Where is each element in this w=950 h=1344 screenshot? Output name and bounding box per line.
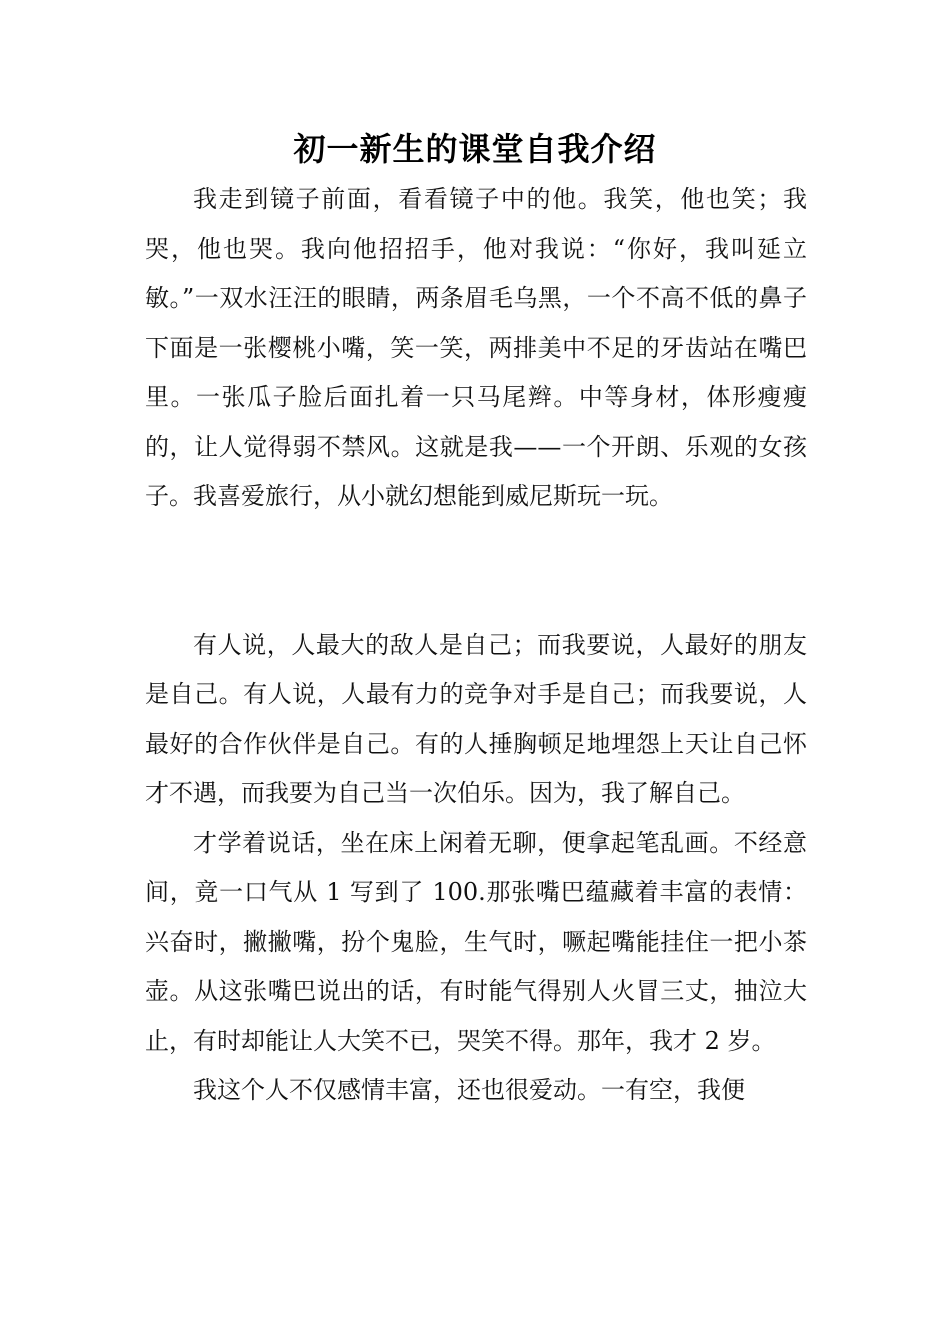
paragraph-3: 才学着说话，坐在床上闲着无聊，便拿起笔乱画。不经意间，竟一口气从 1 写到了 100.那张嘴巴蕴藏着丰富的表情：兴奋时，撇撇嘴，扮个鬼脸，生气时，噘起嘴能挂住一把小茶壶。从这张嘴巴说出的话，有时能气得别人火冒三丈，抽泣大止，有时却能让人大笑不已，哭笑不得。那年，我才 2 岁。 <box>145 828 807 1055</box>
paragraph-1: 我走到镜子前面，看看镜子中的他。我笑，他也笑；我哭，他也哭。我向他招招手，他对我说：“你好，我叫延立敏。”一双水汪汪的眼睛，两条眉毛乌黑，一个不高不低的鼻子下面是一张樱桃小嘴，笑一笑，两排美中不足的牙齿站在嘴巴里。一张瓜子脸后面扎着一只马尾辫。中等身材，体形瘦瘦的，让人觉得弱不禁风。这就是我——一个开朗、乐观的女孩子。我喜爱旅行，从小就幻想能到威尼斯玩一玩。 <box>145 185 807 510</box>
paragraph-2: 有人说，人最大的敌人是自己；而我要说，人最好的朋友是自己。有人说，人最有力的竞争对手是自己；而我要说，人最好的合作伙伴是自己。有的人捶胸顿足地埋怨上天让自己怀才不遇，而我要为自己当一次伯乐。因为，我了解自己。 <box>145 630 807 807</box>
document-title: 初一新生的课堂自我介绍 <box>293 130 657 168</box>
paragraph-gap <box>145 522 807 621</box>
paragraph-4: 我这个人不仅感情丰富，还也很爱动。一有空，我便 <box>193 1076 745 1104</box>
document-body <box>145 175 807 1116</box>
